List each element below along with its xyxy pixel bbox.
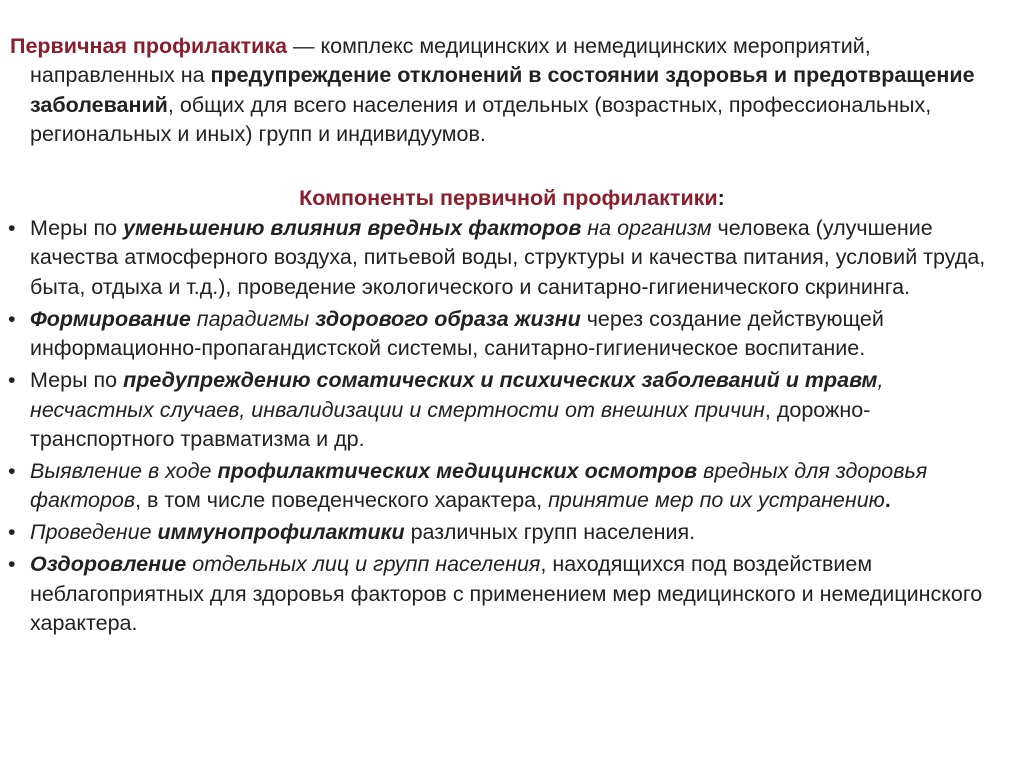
item-text: . xyxy=(884,488,891,513)
item-emphasis: здорового образа жизни xyxy=(315,306,581,331)
item-emphasis: иммунопрофилактики xyxy=(157,520,405,545)
item-emphasis: уменьшению влияния вредных факторов xyxy=(123,216,582,240)
bullet-icon: • xyxy=(8,459,16,484)
intro-text-1: — комплекс медицинских и немедицинских мероприятий, направленных на xyxy=(30,34,871,88)
item-italic: , несчастных случаев, инвалидизации и смертности от внешних причин xyxy=(30,368,884,422)
item-emphasis: Оздоровление xyxy=(30,552,187,577)
list-item xyxy=(8,366,1003,454)
item-emphasis: Формирование xyxy=(30,306,191,331)
item-italic: Проведение xyxy=(30,520,158,545)
intro-term: Первичная профилактика xyxy=(10,34,288,58)
item-italic: принятие мер по их устранению xyxy=(548,488,885,513)
bullet-icon: • xyxy=(8,520,16,545)
components-list xyxy=(8,214,1003,641)
item-italic: Выявление в ходе xyxy=(30,459,218,484)
item-italic: парадигмы xyxy=(190,306,316,331)
intro-paragraph xyxy=(10,32,1020,150)
list-item xyxy=(8,518,1003,547)
bullet-icon: • xyxy=(8,368,16,393)
item-italic: на организм xyxy=(581,216,712,240)
intro-emphasis: предупреждение отклонений в состоянии здоровья и предотвращение заболеваний xyxy=(30,63,975,117)
section-heading-colon: : xyxy=(717,186,725,210)
item-emphasis: профилактических медицинских осмотров xyxy=(217,459,698,484)
section-heading xyxy=(0,184,1024,213)
list-item xyxy=(8,214,1003,302)
item-text: , в том числе поведенческого характера, xyxy=(135,488,549,513)
bullet-icon: • xyxy=(8,552,16,577)
list-item xyxy=(8,550,1003,638)
intro-text-2: , общих для всего населения и отдельных (возрастных, профессиональных, региональных и иных) групп и индивидуумов. xyxy=(30,92,932,147)
item-text: человека (улучшение качества атмосферного воздуха, питьевой воды, структуры и качества питания, условий труда, быта, отдыха и т.д.), проведение экологического и санитарно-гигиенического скрининга. xyxy=(30,216,986,299)
bullet-icon: • xyxy=(8,306,16,331)
item-italic: отдельных лиц и групп населения xyxy=(186,552,541,577)
item-italic: вредных для здоровья факторов xyxy=(30,459,928,513)
section-heading-text: Компоненты первичной профилактики xyxy=(299,186,718,210)
item-text: , дорожно-транспортного травматизма и др. xyxy=(30,397,871,452)
item-text: Меры по xyxy=(30,368,124,393)
bullet-icon: • xyxy=(8,216,16,240)
item-emphasis: предупреждению соматических и психических заболеваний и травм xyxy=(123,368,878,393)
item-text: Меры по xyxy=(30,216,124,240)
item-text: различных групп населения. xyxy=(404,520,696,545)
list-item xyxy=(8,457,1003,516)
item-text: , находящихся под воздействием неблагоприятных для здоровья факторов с применением мер медицинского и немедицинского характера. xyxy=(30,552,983,636)
list-item xyxy=(8,305,1003,364)
item-text: через создание действующей информационно-пропагандистской системы, санитарно-гигиеническое воспитание. xyxy=(30,306,884,361)
